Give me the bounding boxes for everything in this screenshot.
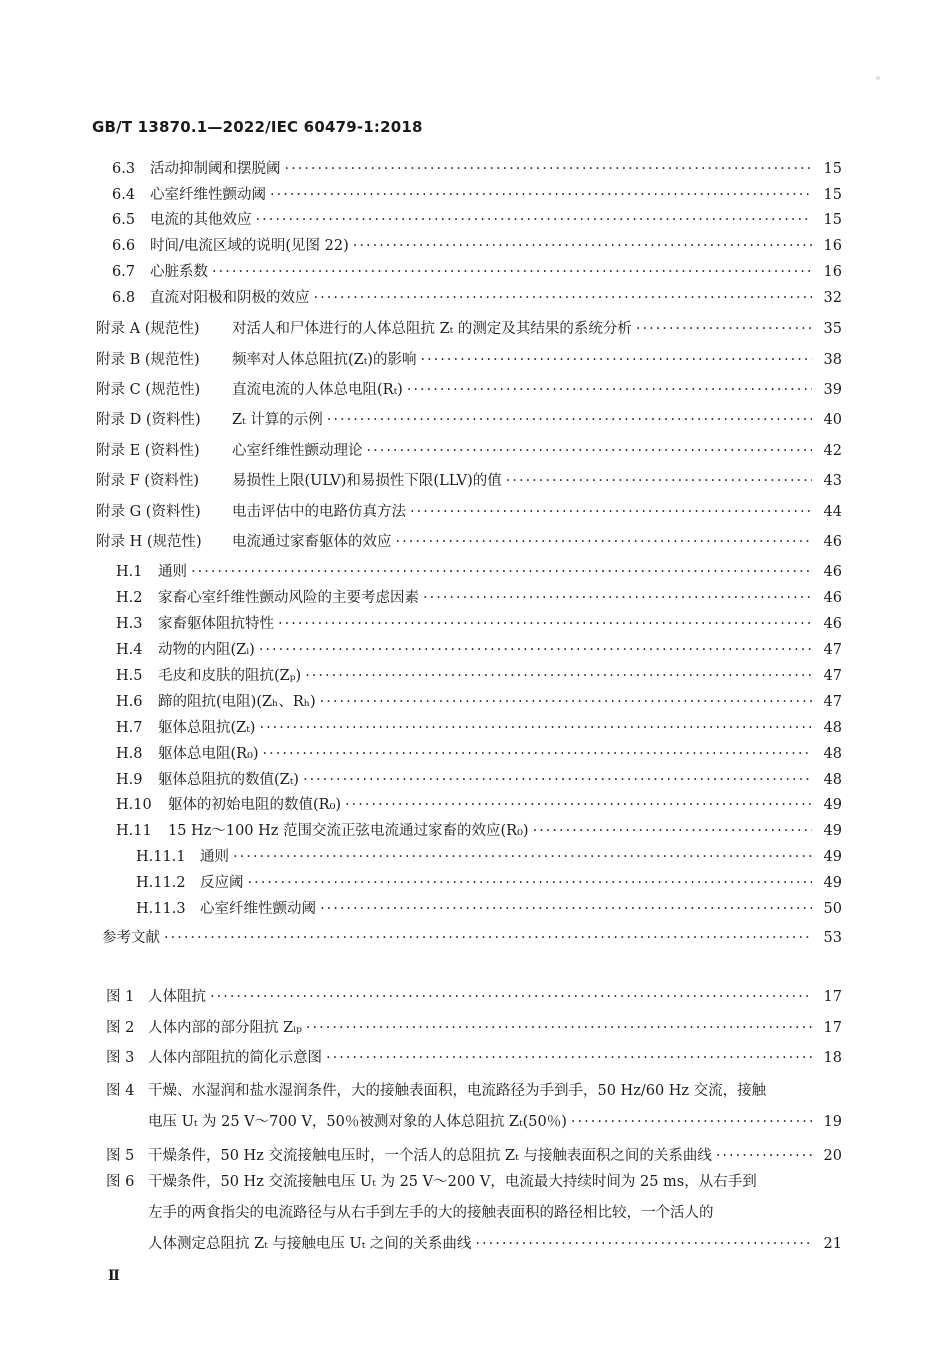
toc-entry-page: 47 (823, 668, 842, 684)
toc-entry-number: H.5 (116, 668, 143, 684)
toc-entry-title: 电流的其他效应 (150, 212, 252, 228)
figure-number: 图 2 (106, 1020, 135, 1036)
figure-title: 人体测定总阻抗 Zₜ 与接触电压 Uₜ 之间的关系曲线 (148, 1236, 472, 1252)
toc-entry-page: 49 (823, 797, 842, 813)
toc-entry-number: H.1 (116, 564, 143, 580)
toc-entry-title: 家畜心室纤维性颤动风险的主要考虑因素 (158, 590, 419, 606)
toc-entry-number: H.9 (116, 772, 143, 788)
toc-entry-number: 6.7 (112, 264, 136, 280)
toc-entry[interactable] (96, 320, 842, 338)
dot-leader (407, 381, 812, 399)
toc-entry-title: 躯体总电阻(R₀) (158, 746, 259, 762)
toc-entry-title: 躯体总阻抗的数值(Zₜ) (158, 772, 299, 788)
toc-entry-page: 42 (823, 443, 842, 459)
figure-entry[interactable] (148, 988, 842, 1006)
toc-entry-page: 15 (823, 187, 842, 203)
dot-leader (533, 822, 812, 840)
page-number-roman: Ⅱ (108, 1268, 120, 1284)
toc-entry[interactable] (116, 822, 842, 840)
figure-page: 20 (823, 1148, 842, 1164)
dot-leader (320, 900, 812, 918)
toc-entry-number: 6.8 (112, 290, 136, 306)
toc-entry-page: 50 (823, 901, 842, 917)
dot-leader (410, 503, 812, 521)
dot-leader (636, 320, 812, 338)
dot-leader (212, 263, 812, 281)
dot-leader (326, 1049, 812, 1067)
figure-title-line: 干燥条件，50 Hz 交流接触电压 Uₜ 为 25 V～200 V，电流最大持续时间为 25 ms，从右手到 (148, 1174, 757, 1190)
dot-leader (164, 929, 812, 947)
toc-entry-page: 47 (823, 694, 842, 710)
toc-entry-title: 蹄的阻抗(电阻)(Zₕ、Rₕ) (158, 694, 316, 710)
toc-entry-page: 44 (823, 504, 842, 520)
toc-entry-number: H.11.3 (136, 901, 186, 917)
toc-entry-number: H.11.2 (136, 875, 186, 891)
toc-entry[interactable] (116, 615, 842, 633)
figure-number: 图 5 (106, 1148, 135, 1164)
toc-entry-title: 家畜躯体阻抗特性 (158, 616, 274, 632)
toc-entry[interactable] (116, 563, 842, 581)
dot-leader (314, 289, 813, 307)
figure-number: 图 1 (106, 989, 135, 1005)
toc-entry[interactable] (112, 263, 842, 281)
toc-entry[interactable] (112, 160, 842, 178)
figure-title: 人体内部的部分阻抗 Zᵢₚ (148, 1020, 302, 1036)
toc-entry-page: 16 (823, 264, 842, 280)
toc-entry[interactable] (136, 874, 842, 892)
toc-entry-number: 附录 E (资料性) (96, 443, 200, 459)
toc-entry-title: 对活人和尸体进行的人体总阻抗 Zₜ 的测定及其结果的系统分析 (232, 321, 632, 337)
figure-entry[interactable] (148, 1049, 842, 1067)
toc-entry-number: 附录 C (规范性) (96, 382, 201, 398)
toc-entry[interactable] (96, 381, 842, 399)
dot-leader (278, 615, 812, 633)
toc-entry-page: 48 (823, 720, 842, 736)
toc-entry-page: 53 (823, 930, 842, 946)
toc-entry-title: 心脏系数 (150, 264, 208, 280)
toc-entry-number: 6.4 (112, 187, 136, 203)
toc-entry-page: 16 (823, 238, 842, 254)
toc-entry-number: 6.6 (112, 238, 136, 254)
toc-entry[interactable] (116, 796, 842, 814)
figure-number: 图 3 (106, 1050, 135, 1066)
toc-entry-title: 活动抑制阈和摆脱阈 (150, 161, 281, 177)
toc-entry[interactable] (136, 848, 842, 866)
dot-leader (396, 533, 813, 551)
toc-entry[interactable] (96, 411, 842, 429)
figure-entry[interactable] (148, 1113, 842, 1131)
dot-leader (248, 874, 813, 892)
toc-entry-number: 附录 A (规范性) (96, 321, 200, 337)
toc-entry-title: 通则 (158, 564, 187, 580)
toc-entry-page: 46 (823, 616, 842, 632)
toc-entry-number: H.11.1 (136, 849, 186, 865)
dot-leader (571, 1113, 812, 1131)
dot-leader (256, 211, 813, 229)
toc-entry-page: 49 (823, 875, 842, 891)
toc-entry-title: 躯体的初始电阻的数值(R₀) (168, 797, 342, 813)
toc-entry[interactable] (96, 442, 842, 460)
dot-leader (506, 472, 812, 490)
toc-entry[interactable] (136, 900, 842, 918)
toc-entry[interactable] (102, 929, 842, 947)
toc-entry-page: 49 (823, 823, 842, 839)
toc-entry-page: 46 (823, 564, 842, 580)
dot-leader (285, 160, 813, 178)
figure-entry[interactable] (148, 1147, 842, 1165)
figure-entry[interactable] (148, 1019, 842, 1037)
toc-entry-title: 毛皮和皮肤的阻抗(Zₚ) (158, 668, 302, 684)
toc-entry[interactable] (96, 351, 842, 369)
toc-entry-page: 43 (823, 473, 842, 489)
dot-leader (420, 351, 812, 369)
toc-entry-number: 附录 G (资料性) (96, 504, 201, 520)
dot-leader (303, 771, 812, 789)
toc-entry-title: 动物的内阻(Zᵢ) (158, 642, 255, 658)
toc-entry[interactable] (112, 237, 842, 255)
toc-entry-page: 49 (823, 849, 842, 865)
dot-leader (233, 848, 812, 866)
toc-entry-title: 易损性上限(ULV)和易损性下限(LLV)的值 (232, 473, 502, 489)
figure-page: 17 (823, 1020, 842, 1036)
toc-entry-title: 电流通过家畜躯体的效应 (232, 534, 392, 550)
toc-entry-page: 32 (823, 290, 842, 306)
toc-entry[interactable] (116, 641, 842, 659)
figure-number: 图 4 (106, 1083, 135, 1099)
toc-entry[interactable] (116, 719, 842, 737)
figure-page: 21 (823, 1236, 842, 1252)
toc-entry[interactable] (96, 533, 842, 551)
dot-leader (270, 186, 812, 204)
figure-title-line: 干燥、水湿润和盐水湿润条件，大的接触表面积，电流路径为手到手，50 Hz/60 Hz 交流，接触 (148, 1083, 767, 1099)
figure-number: 图 6 (106, 1174, 135, 1190)
dot-leader (259, 641, 812, 659)
toc-entry-number: H.11 (116, 823, 152, 839)
toc-entry-number: 附录 H (规范性) (96, 534, 202, 550)
figure-page: 17 (823, 989, 842, 1005)
toc-entry-number: 附录 F (资料性) (96, 473, 200, 489)
toc-entry-title: 直流电流的人体总电阻(Rₜ) (232, 382, 403, 398)
dot-leader (423, 589, 812, 607)
dot-leader (716, 1147, 812, 1165)
toc-entry-title: 通则 (200, 849, 229, 865)
toc-entry-page: 46 (823, 590, 842, 606)
toc-entry-title: 时间/电流区域的说明(见图 22) (150, 238, 349, 254)
dot-leader (475, 1235, 812, 1253)
toc-entry[interactable] (112, 211, 842, 229)
toc-entry-page: 48 (823, 772, 842, 788)
toc-entry-page: 48 (823, 746, 842, 762)
toc-entry[interactable] (112, 289, 842, 307)
toc-entry-page: 47 (823, 642, 842, 658)
toc-entry[interactable] (116, 589, 842, 607)
dot-leader (306, 1019, 812, 1037)
figure-title: 人体阻抗 (148, 989, 206, 1005)
dot-leader (327, 411, 812, 429)
toc-entry-number: 6.5 (112, 212, 136, 228)
toc-entry[interactable] (112, 186, 842, 204)
toc-entry-page: 39 (823, 382, 842, 398)
toc-entry-number: H.8 (116, 746, 143, 762)
dot-leader (353, 237, 812, 255)
figure-title: 人体内部阻抗的简化示意图 (148, 1050, 322, 1066)
toc-entry-title: 频率对人体总阻抗(Zₜ)的影响 (232, 352, 417, 368)
toc-entry-number: 6.3 (112, 161, 136, 177)
dot-leader (367, 442, 813, 460)
toc-entry-title: 心室纤维性颤动理论 (232, 443, 363, 459)
toc-entry-page: 46 (823, 534, 842, 550)
toc-entry-number: H.10 (116, 797, 152, 813)
figure-page: 18 (823, 1050, 842, 1066)
scan-speck (876, 76, 880, 80)
toc-entry-number: H.4 (116, 642, 143, 658)
toc-entry-number: H.2 (116, 590, 143, 606)
toc-entry[interactable] (116, 771, 842, 789)
toc-entry[interactable] (96, 472, 842, 490)
toc-entry-title: 躯体总阻抗(Zₜ) (158, 720, 256, 736)
toc-entry-number: 附录 B (规范性) (96, 352, 200, 368)
figure-title-line: 左手的两食指尖的电流路径与从右手到左手的大的接触表面积的路径相比较，一个活人的 (148, 1205, 714, 1221)
toc-entry-title: Zₜ 计算的示例 (232, 412, 323, 428)
toc-entry-page: 35 (823, 321, 842, 337)
toc-entry-page: 40 (823, 412, 842, 428)
dot-leader (345, 796, 812, 814)
toc-entry-title: 反应阈 (200, 875, 244, 891)
toc-entry-title: 15 Hz～100 Hz 范围交流正弦电流通过家畜的效应(R₀) (168, 823, 529, 839)
toc-entry[interactable] (116, 745, 842, 763)
toc-entry[interactable] (116, 667, 842, 685)
dot-leader (210, 988, 812, 1006)
toc-entry-page: 15 (823, 161, 842, 177)
toc-entry-title: 心室纤维性颤动阈 (150, 187, 266, 203)
toc-entry-title: 电击评估中的电路仿真方法 (232, 504, 406, 520)
figure-title: 电压 Uₜ 为 25 V～700 V，50％被测对象的人体总阻抗 Zₜ(50％) (148, 1114, 567, 1130)
figure-title: 干燥条件，50 Hz 交流接触电压时，一个活人的总阻抗 Zₜ 与接触表面积之间的关系曲线 (148, 1148, 712, 1164)
figure-page: 19 (823, 1114, 842, 1130)
dot-leader (320, 693, 812, 711)
toc-entry-title: 直流对阳极和阴极的效应 (150, 290, 310, 306)
dot-leader (263, 745, 812, 763)
toc-entry[interactable] (96, 503, 842, 521)
figure-entry[interactable] (148, 1235, 842, 1253)
dot-leader (191, 563, 812, 581)
toc-entry-number: H.6 (116, 694, 143, 710)
toc-entry-number: H.3 (116, 616, 143, 632)
dot-leader (305, 667, 812, 685)
toc-entry-title: 心室纤维性颤动阈 (200, 901, 316, 917)
toc-entry-number: 参考文献 (102, 930, 160, 946)
toc-entry[interactable] (116, 693, 842, 711)
toc-entry-number: H.7 (116, 720, 143, 736)
standard-header: GB/T 13870.1—2022/IEC 60479-1:2018 (92, 118, 423, 136)
toc-entry-page: 15 (823, 212, 842, 228)
dot-leader (259, 719, 812, 737)
toc-entry-page: 38 (823, 352, 842, 368)
toc-entry-number: 附录 D (资料性) (96, 412, 201, 428)
